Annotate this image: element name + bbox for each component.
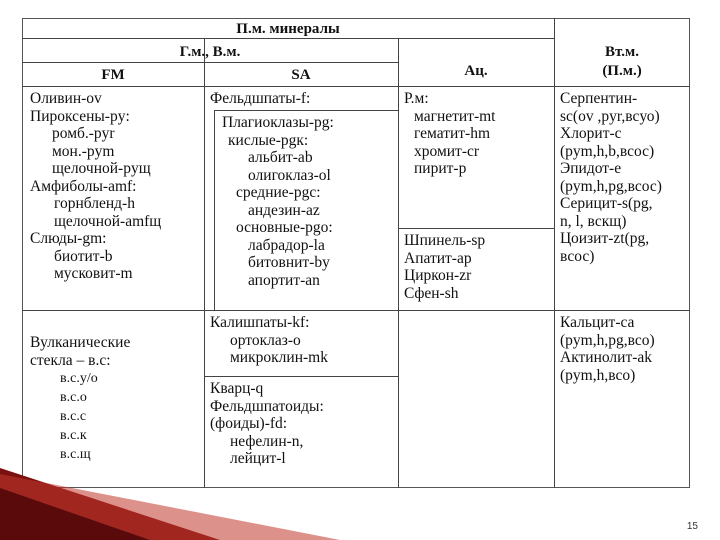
list-item: основные-pgо: [236,219,333,236]
list-item: ромб.-pyr [52,125,115,142]
rule-lower-block [22,310,690,311]
page-number: 15 [686,521,698,532]
list-item: n, l, вcкщ) [560,212,627,230]
rule-plag-left [214,110,215,310]
list-item: Фельдшпатоиды: [210,397,324,415]
vt-lower-cell [560,314,655,384]
rule-col-ac [554,18,555,488]
list-item: стекла – в.с: [30,351,111,369]
list-item: биотит-b [54,247,113,265]
list-item: лейцит-l [230,450,286,467]
sa-kfeldspar-cell [210,314,328,367]
header-fm: FM [101,67,125,83]
header-sa: SA [291,67,311,83]
list-item: мусковит-m [54,265,133,282]
list-item: щелочной-pyщ [52,160,151,177]
fm-lower-cell [30,334,130,464]
list-item: Кальцит-са [560,314,635,331]
sa-feldspars-cell [210,90,310,108]
list-item: микроклин-mk [230,349,328,366]
header-secondary-pm: (П.м.) [602,63,642,79]
list-item: (pym,h,pg,вcос) [560,177,662,195]
list-item: Кварц-q [210,380,264,397]
list-item: Шпинель-sp [404,232,486,249]
list-item: Актинолит-ak [560,349,653,366]
list-item: Циркон-zr [404,267,472,284]
rule-quartz-top [204,376,398,377]
list-item: Слюды-gm: [30,230,107,247]
rule-plag-top [214,110,398,111]
sa-plagioclase-cell [222,114,334,289]
rule-spinel-top [398,228,554,229]
list-item: Сфен-sh [404,284,459,302]
list-item: в.с.о [60,390,87,405]
ac-other-cell [404,232,485,302]
list-item: sc(ov ,pyr,вcуо) [560,107,660,125]
list-item: (фоиды)-fd: [210,415,288,432]
list-item: андезин-az [248,201,320,219]
list-item: лабрадор-la [248,236,325,254]
rule-header-mid [22,62,398,63]
list-item: Калишпаты-kf: [210,314,310,331]
list-item: щелочной-amfщ [54,212,162,230]
ac-ore-minerals-cell [404,90,495,178]
list-item: хромит-cr [414,142,480,160]
rule-header-top [22,38,554,39]
header-gm-vm: Г.м., В.м. [179,44,241,60]
list-item: альбит-ab [248,149,313,166]
list-item: пирит-p [414,160,467,177]
header-secondary: Вт.м. [605,44,639,60]
header-primary-minerals: П.м. минералы [236,21,340,37]
list-item: вcос) [560,247,595,265]
rule-col-sa [398,38,399,488]
list-item: Цоизит-zt(pg, [560,230,650,247]
list-item: олигоклаз-ol [248,166,331,184]
list-item: Хлорит-с [560,125,622,142]
corner-decoration [0,460,360,540]
list-item: магнетит-mt [414,107,496,125]
list-item: Плагиоклазы-pg: [222,114,334,131]
rule-header-bottom [22,86,690,87]
list-item: Фельдшпаты-f: [210,90,311,107]
list-item: Р.м: [404,90,429,107]
list-item: Амфиболы-amf: [30,177,137,195]
list-item: апортит-an [248,271,320,289]
list-item: гематит-hm [414,125,491,142]
list-item: Пироксены-py: [30,107,130,125]
sa-quartz-cell [210,380,324,468]
list-item: Апатит-ap [404,249,472,267]
rule-col-fm [204,38,205,488]
list-item: нефелин-n, [230,432,304,450]
header-accessory: Ац. [464,63,488,79]
list-item: Вулканические [30,334,131,351]
list-item: Эпидот-е [560,160,622,177]
list-item: кислые-pgк: [228,131,309,149]
fm-upper-cell [30,90,161,283]
list-item: в.с.к [60,428,87,443]
list-item: Оливин-ov [30,90,102,107]
vt-upper-cell [560,90,662,265]
list-item: (pym,h,b,вcос) [560,142,655,160]
list-item: битовнит-by [248,254,330,271]
list-item: в.с.у/о [60,371,98,386]
list-item: в.с.с [60,409,87,424]
list-item: средние-pgс: [236,184,321,201]
list-item: Серпентин- [560,90,638,107]
list-item: горнбленд-h [54,195,135,212]
list-item: ортоклаз-o [230,331,301,349]
list-item: (pym,h,вcо) [560,366,636,384]
list-item: (pym,h,pg,вcо) [560,331,655,349]
list-item: Серицит-s(pg, [560,195,653,212]
list-item: мон.-pym [52,142,115,160]
list-item: в.с.щ [60,447,91,462]
